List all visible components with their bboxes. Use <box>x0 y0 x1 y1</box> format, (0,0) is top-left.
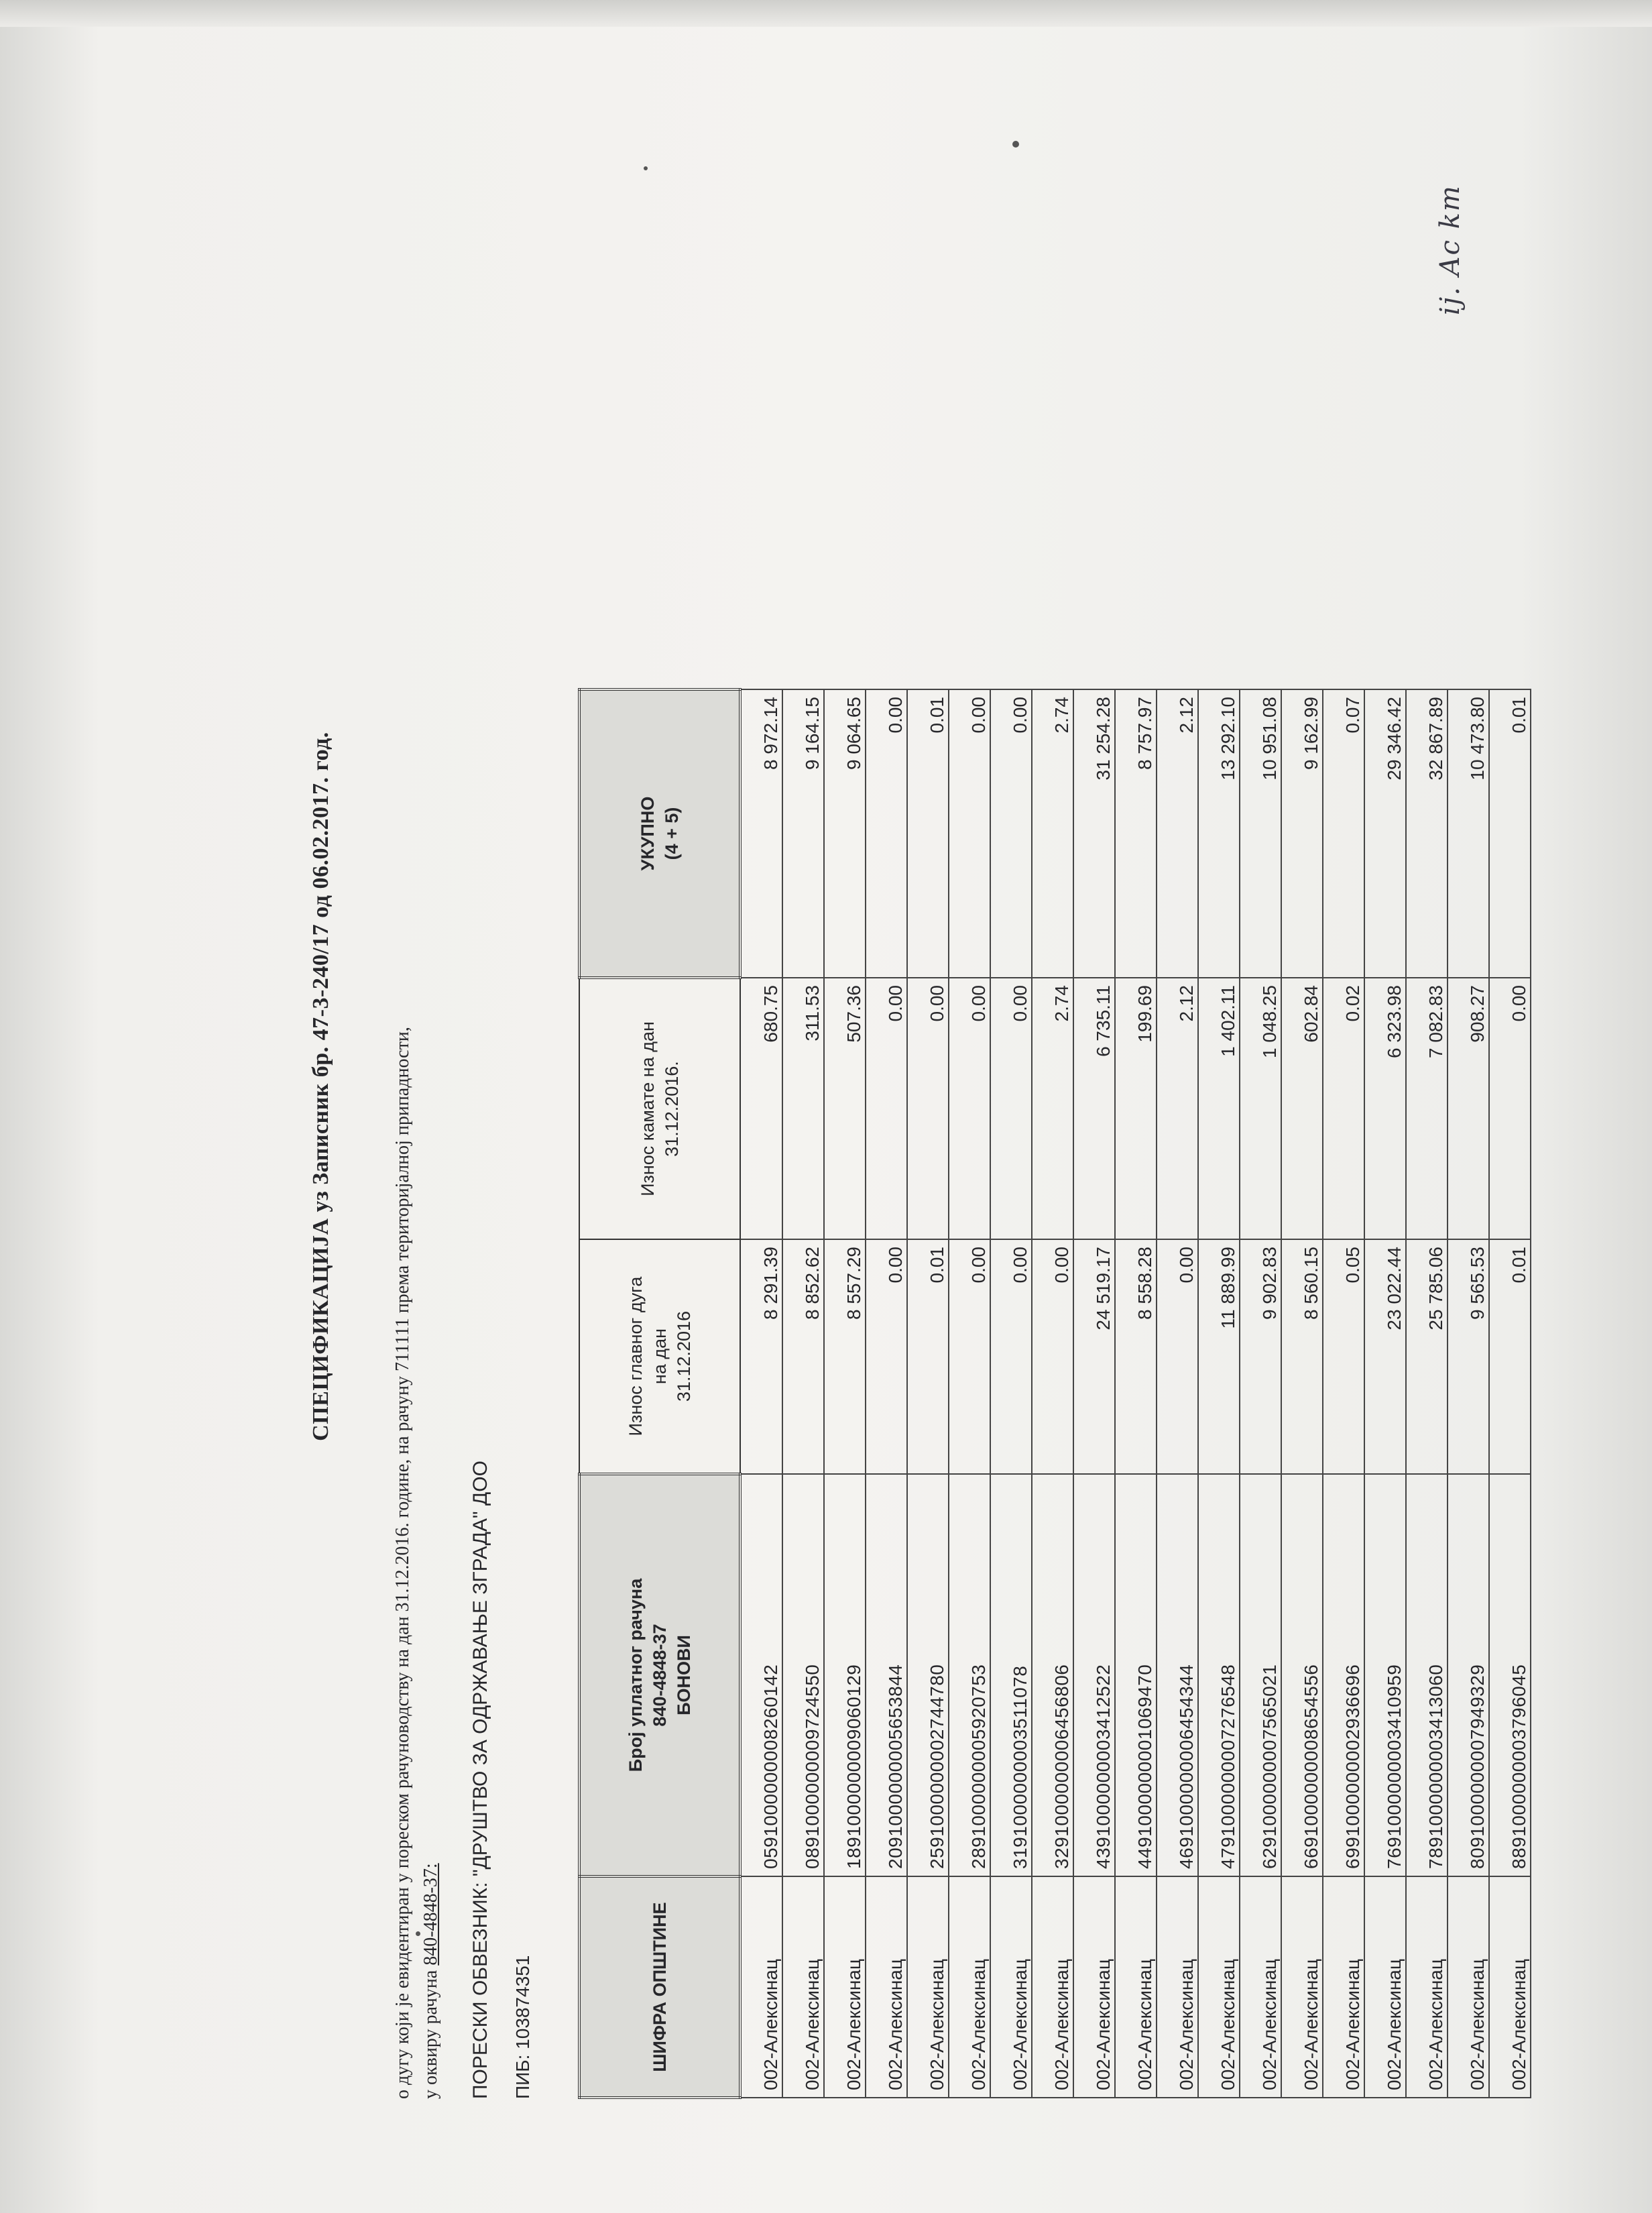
cell-account-number: 8091000000007949329 <box>1448 1474 1489 1876</box>
cell-account-number: 0591000000008260142 <box>740 1474 782 1876</box>
cell-interest: 311.53 <box>782 978 824 1239</box>
cell-interest: 0.00 <box>990 978 1032 1239</box>
cell-total: 10 951.08 <box>1240 689 1281 978</box>
cell-municipality: 002-Алексинац <box>1281 1876 1323 2098</box>
cell-municipality: 002-Алексинац <box>1364 1876 1406 2098</box>
cell-principal: 0.00 <box>949 1239 990 1474</box>
cell-account-number: 3191000000003511078 <box>990 1474 1032 1876</box>
header-total-line1: УКУПНО <box>638 796 658 871</box>
cell-municipality: 002-Алексинац <box>740 1876 782 2098</box>
cell-account-number: 7891000000003413060 <box>1406 1474 1448 1876</box>
cell-municipality: 002-Алексинац <box>1406 1876 1448 2098</box>
header-municipality-code: ШИФРА ОПШТИНЕ <box>579 1876 740 2098</box>
cell-account-number: 2891000000005920753 <box>949 1474 990 1876</box>
cell-account-number: 4491000000001069470 <box>1115 1474 1157 1876</box>
cell-principal: 0.00 <box>1032 1239 1073 1474</box>
scanner-edge-strip <box>0 0 1652 27</box>
cell-account-number: 4691000000006454344 <box>1157 1474 1198 1876</box>
cell-interest: 0.00 <box>866 978 907 1239</box>
cell-total: 9 064.65 <box>824 689 866 978</box>
header-payment-account <box>579 1474 740 1876</box>
header-interest <box>579 978 740 1239</box>
cell-interest: 6 735.11 <box>1073 978 1115 1239</box>
cell-account-number: 4391000000003412522 <box>1073 1474 1115 1876</box>
cell-principal: 8 557.29 <box>824 1239 866 1474</box>
cell-principal: 9 902.83 <box>1240 1239 1281 1474</box>
intro-account-number: 840-4848-37: <box>420 1863 441 1966</box>
cell-municipality: 002-Алексинац <box>949 1876 990 2098</box>
cell-total: 0.00 <box>990 689 1032 978</box>
table-body <box>740 689 1531 2098</box>
cell-interest: 6 323.98 <box>1364 978 1406 1239</box>
cell-total: 2.74 <box>1032 689 1073 978</box>
header-total <box>579 689 740 978</box>
cell-municipality: 002-Алексинац <box>1115 1876 1157 2098</box>
cell-total: 29 346.42 <box>1364 689 1406 978</box>
document-title: СПЕЦИФИКАЦИЈА уз Записник бр. 47-3-240/17 од 06.02.2017. год. <box>308 732 333 1441</box>
cell-municipality: 002-Алексинац <box>990 1876 1032 2098</box>
table-row <box>1157 689 1198 2098</box>
header-interest-line2: 31.12.2016. <box>662 1061 682 1157</box>
table-row <box>866 689 907 2098</box>
table-row <box>1198 689 1240 2098</box>
cell-municipality: 002-Алексинац <box>1448 1876 1489 2098</box>
table-row <box>1448 689 1489 2098</box>
table-row <box>1281 689 1323 2098</box>
cell-principal: 8 291.39 <box>740 1239 782 1474</box>
cell-municipality: 002-Алексинац <box>866 1876 907 2098</box>
cell-interest: 507.36 <box>824 978 866 1239</box>
intro-line-1: о дугу који је евидентиран у пореском рачуноводству на дан 31.12.2016. године, на рачуну 711111 према територијалној припадности, <box>392 1027 413 2099</box>
cell-principal: 0.00 <box>866 1239 907 1474</box>
taxpayer-name: ПОРЕСКИ ОБВЕЗНИК: "ДРУШТВО ЗА ОДРЖАВАЊЕ ЗГРАДА" ДОО <box>469 1461 491 2099</box>
cell-total: 0.00 <box>949 689 990 978</box>
table-row <box>907 689 949 2098</box>
cell-municipality: 002-Алексинац <box>782 1876 824 2098</box>
cell-interest: 7 082.83 <box>1406 978 1448 1239</box>
cell-total: 32 867.89 <box>1406 689 1448 978</box>
header-payment-account-line3: БОНОВИ <box>674 1635 694 1715</box>
cell-principal: 8 560.15 <box>1281 1239 1323 1474</box>
cell-total: 2.12 <box>1157 689 1198 978</box>
cell-interest: 2.74 <box>1032 978 1073 1239</box>
cell-total: 9 162.99 <box>1281 689 1323 978</box>
header-principal-line1: Износ главног дуга <box>626 1276 646 1436</box>
table-row <box>1115 689 1157 2098</box>
cell-municipality: 002-Алексинац <box>1032 1876 1073 2098</box>
scan-speck <box>644 166 648 170</box>
cell-principal: 0.00 <box>1157 1239 1198 1474</box>
table-row <box>824 689 866 2098</box>
cell-account-number: 8891000000003796045 <box>1489 1474 1531 1876</box>
header-principal-debt <box>579 1239 740 1474</box>
cell-account-number: 3291000000006456806 <box>1032 1474 1073 1876</box>
cell-principal: 24 519.17 <box>1073 1239 1115 1474</box>
table-header-row <box>579 689 740 2098</box>
cell-total: 8 757.97 <box>1115 689 1157 978</box>
cell-municipality: 002-Алексинац <box>1157 1876 1198 2098</box>
table-row <box>782 689 824 2098</box>
cell-interest: 199.69 <box>1115 978 1157 1239</box>
handwritten-note: ij. Ac km <box>1435 184 1466 315</box>
table-row <box>990 689 1032 2098</box>
cell-principal: 9 565.53 <box>1448 1239 1489 1474</box>
cell-interest: 0.00 <box>907 978 949 1239</box>
cell-interest: 2.12 <box>1157 978 1198 1239</box>
cell-interest: 602.84 <box>1281 978 1323 1239</box>
cell-account-number: 6991000000002936696 <box>1323 1474 1364 1876</box>
cell-municipality: 002-Алексинац <box>1198 1876 1240 2098</box>
cell-account-number: 4791000000007276548 <box>1198 1474 1240 1876</box>
header-total-line2: (4 + 5) <box>662 807 682 860</box>
table-row <box>1323 689 1364 2098</box>
cell-account-number: 6291000000007565021 <box>1240 1474 1281 1876</box>
taxpayer-pib: ПИБ: 103874351 <box>512 1955 533 2099</box>
cell-principal: 11 889.99 <box>1198 1239 1240 1474</box>
cell-municipality: 002-Алексинац <box>1240 1876 1281 2098</box>
cell-principal: 23 022.44 <box>1364 1239 1406 1474</box>
cell-interest: 1 048.25 <box>1240 978 1281 1239</box>
cell-account-number: 0891000000009724550 <box>782 1474 824 1876</box>
scan-speck <box>416 1931 420 1936</box>
table-row <box>740 689 782 2098</box>
cell-municipality: 002-Алексинац <box>1073 1876 1115 2098</box>
cell-account-number: 6691000000008654556 <box>1281 1474 1323 1876</box>
scan-speck <box>1012 141 1019 148</box>
cell-interest: 1 402.11 <box>1198 978 1240 1239</box>
cell-account-number: 2091000000005653844 <box>866 1474 907 1876</box>
cell-principal: 8 852.62 <box>782 1239 824 1474</box>
header-payment-account-line2: 840-4848-37 <box>650 1624 670 1727</box>
table-row <box>1489 689 1531 2098</box>
intro-text <box>389 154 445 2099</box>
table-row <box>1406 689 1448 2098</box>
cell-total: 9 164.15 <box>782 689 824 978</box>
cell-total: 0.00 <box>866 689 907 978</box>
cell-total: 0.01 <box>907 689 949 978</box>
specification-table <box>578 688 1531 2099</box>
table-row <box>1073 689 1115 2098</box>
cell-interest: 680.75 <box>740 978 782 1239</box>
cell-municipality: 002-Алексинац <box>824 1876 866 2098</box>
cell-account-number: 2591000000002744780 <box>907 1474 949 1876</box>
header-principal-line2: на дан <box>650 1328 670 1385</box>
header-principal-line3: 31.12.2016 <box>674 1310 694 1402</box>
intro-line-2 <box>417 154 445 2099</box>
cell-principal: 0.01 <box>907 1239 949 1474</box>
cell-total: 0.01 <box>1489 689 1531 978</box>
cell-total: 0.07 <box>1323 689 1364 978</box>
cell-total: 8 972.14 <box>740 689 782 978</box>
cell-total: 31 254.28 <box>1073 689 1115 978</box>
cell-total: 10 473.80 <box>1448 689 1489 978</box>
cell-principal: 0.05 <box>1323 1239 1364 1474</box>
table-row <box>1240 689 1281 2098</box>
cell-principal: 25 785.06 <box>1406 1239 1448 1474</box>
header-interest-line1: Износ камате на дан <box>638 1021 658 1196</box>
rotated-document <box>308 87 1555 2126</box>
cell-principal: 0.01 <box>1489 1239 1531 1474</box>
cell-principal: 8 558.28 <box>1115 1239 1157 1474</box>
cell-account-number: 7691000000003410959 <box>1364 1474 1406 1876</box>
table-row <box>949 689 990 2098</box>
cell-municipality: 002-Алексинац <box>1489 1876 1531 2098</box>
cell-interest: 0.02 <box>1323 978 1364 1239</box>
cell-interest: 0.00 <box>1489 978 1531 1239</box>
cell-interest: 0.00 <box>949 978 990 1239</box>
cell-total: 13 292.10 <box>1198 689 1240 978</box>
intro-line-2-prefix: у оквиру рачуна <box>420 1965 441 2099</box>
table-row <box>1032 689 1073 2098</box>
table-row <box>1364 689 1406 2098</box>
cell-interest: 908.27 <box>1448 978 1489 1239</box>
cell-municipality: 002-Алексинац <box>907 1876 949 2098</box>
cell-account-number: 1891000000009060129 <box>824 1474 866 1876</box>
cell-principal: 0.00 <box>990 1239 1032 1474</box>
header-payment-account-line1: Број уплатног рачуна <box>626 1578 646 1772</box>
cell-municipality: 002-Алексинац <box>1323 1876 1364 2098</box>
